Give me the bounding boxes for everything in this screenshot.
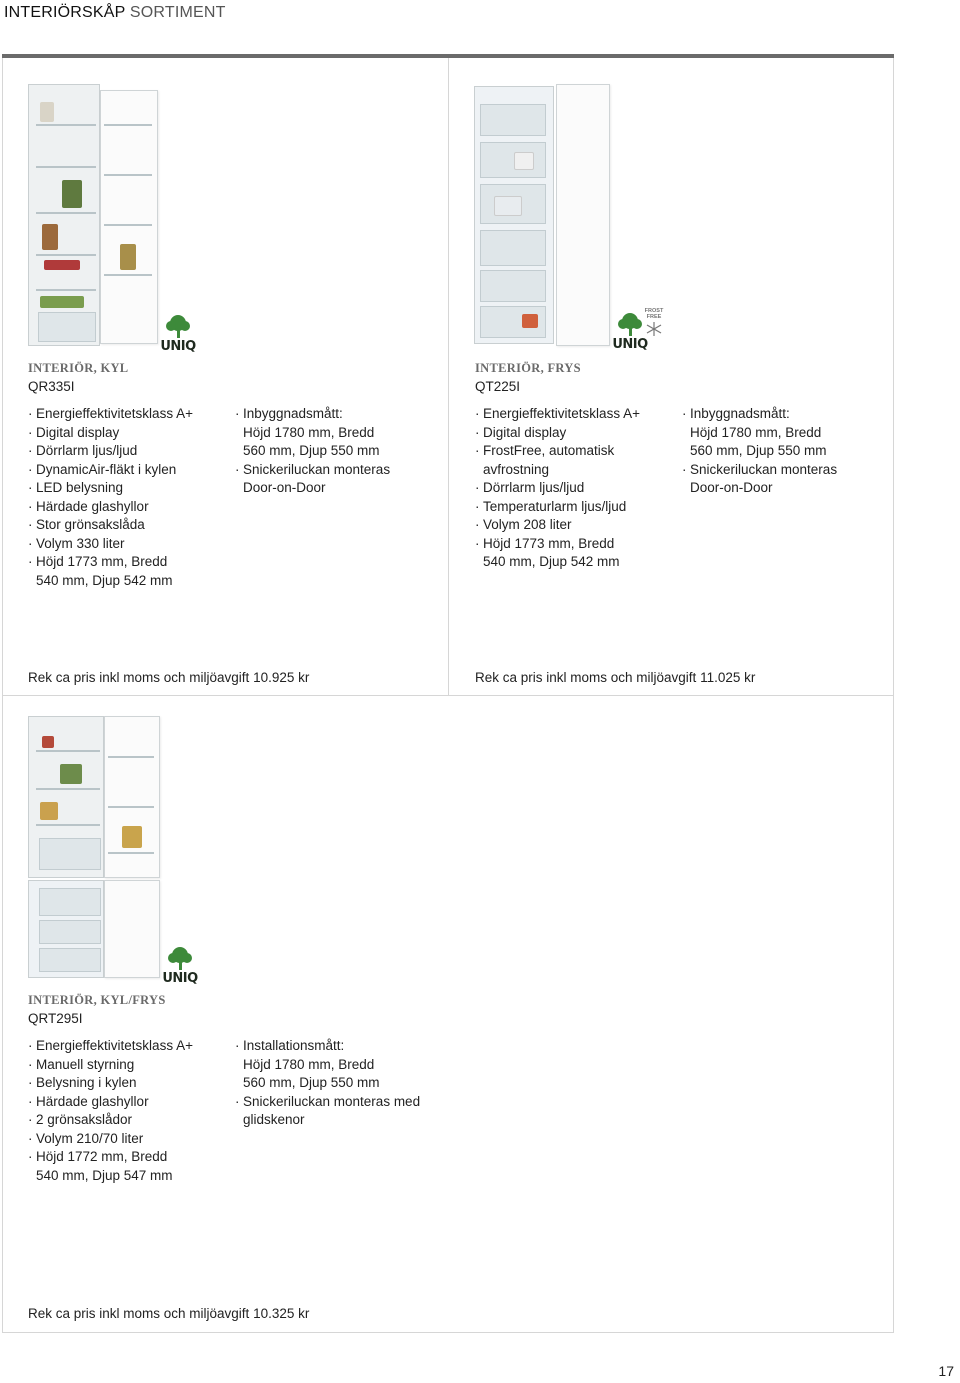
product-category: INTERIÖR, FRYS: [475, 361, 581, 375]
spec-item: · 2 grönsakslådor: [28, 1111, 228, 1130]
spec-item: · Volym 330 liter: [28, 535, 228, 554]
product-image-fridge: [28, 84, 158, 346]
spec-item: · Härdade glashyllor: [28, 1093, 228, 1112]
snowflake-icon: [641, 321, 667, 337]
spec-item: · Höjd 1772 mm, Bredd 540 mm, Djup 547 mm: [28, 1148, 228, 1185]
uniq-label: UNIQ: [162, 971, 198, 986]
spec-item: · Temperaturlarm ljus/ljud: [475, 498, 675, 517]
product-price: Rek ca pris inkl moms och miljöavgift 10.325 kr: [28, 1306, 310, 1321]
frost-free-badge: [641, 308, 667, 338]
specs-right: [235, 405, 440, 498]
product-image-freezer: [474, 84, 610, 346]
specs-right: [235, 1037, 445, 1130]
spec-item: · Installationsmått: Höjd 1780 mm, Bredd 560 mm, Djup 550 mm: [235, 1037, 445, 1093]
spec-item: · Snickeriluckan monteras Door-on-Door: [235, 461, 440, 498]
page-number: 17: [938, 1363, 954, 1379]
spec-item: · Digital display: [475, 424, 675, 443]
frost-free-label: FROST FREE: [644, 308, 664, 320]
title-main: INTERIÖRSKÅP: [4, 4, 126, 21]
spec-item: · Dörrlarm ljus/ljud: [28, 442, 228, 461]
product-qr335i: [0, 0, 448, 695]
spec-item: · Energieffektivitetsklass A+: [28, 405, 228, 424]
spec-item: · Höjd 1773 mm, Bredd 540 mm, Djup 542 mm: [475, 535, 675, 572]
spec-item: · Energieffektivitetsklass A+: [475, 405, 675, 424]
spec-item: · Inbyggnadsmått: Höjd 1780 mm, Bredd 560 mm, Djup 550 mm: [235, 405, 440, 461]
product-model: QT225I: [475, 379, 521, 394]
product-qt225i: [448, 0, 894, 695]
spec-item: · Manuell styrning: [28, 1056, 228, 1075]
product-qrt295i: [0, 696, 448, 1332]
spec-item: · Digital display: [28, 424, 228, 443]
spec-item: · Belysning i kylen: [28, 1074, 228, 1093]
spec-item: · Inbyggnadsmått: Höjd 1780 mm, Bredd 560 mm, Djup 550 mm: [682, 405, 887, 461]
spec-item: · Snickeriluckan monteras med glidskenor: [235, 1093, 445, 1130]
spec-item: · Volym 208 liter: [475, 516, 675, 535]
spec-item: · DynamicAir-fläkt i kylen: [28, 461, 228, 480]
uniq-label: UNIQ: [160, 339, 196, 354]
specs-left: [28, 1037, 228, 1185]
product-category: INTERIÖR, KYL/FRYS: [28, 993, 166, 1007]
spec-item: · Dörrlarm ljus/ljud: [475, 479, 675, 498]
uniq-badge: [158, 944, 202, 986]
product-image-fridge-freezer: [28, 716, 160, 978]
spec-item: · LED belysning: [28, 479, 228, 498]
product-model: QRT295I: [28, 1011, 83, 1026]
grid-horizontal-bottom: [2, 1332, 894, 1333]
product-model: QR335I: [28, 379, 75, 394]
spec-item: · Stor grönsakslåda: [28, 516, 228, 535]
specs-right: [682, 405, 887, 498]
product-price: Rek ca pris inkl moms och miljöavgift 10.925 kr: [28, 670, 310, 685]
spec-item: · Härdade glashyllor: [28, 498, 228, 517]
uniq-badge: [156, 312, 200, 354]
product-price: Rek ca pris inkl moms och miljöavgift 11.025 kr: [475, 670, 756, 685]
uniq-label: UNIQ: [612, 337, 648, 352]
spec-item: · Höjd 1773 mm, Bredd 540 mm, Djup 542 mm: [28, 553, 228, 590]
spec-item: · Snickeriluckan monteras Door-on-Door: [682, 461, 887, 498]
specs-left: [28, 405, 228, 590]
title-sub: SORTIMENT: [129, 4, 226, 21]
tree-icon: [158, 944, 202, 972]
specs-left: [475, 405, 675, 572]
spec-item: · FrostFree, automatisk avfrostning: [475, 442, 675, 479]
spec-item: · Energieffektivitetsklass A+: [28, 1037, 228, 1056]
spec-item: · Volym 210/70 liter: [28, 1130, 228, 1149]
tree-icon: [156, 312, 200, 340]
product-category: INTERIÖR, KYL: [28, 361, 129, 375]
